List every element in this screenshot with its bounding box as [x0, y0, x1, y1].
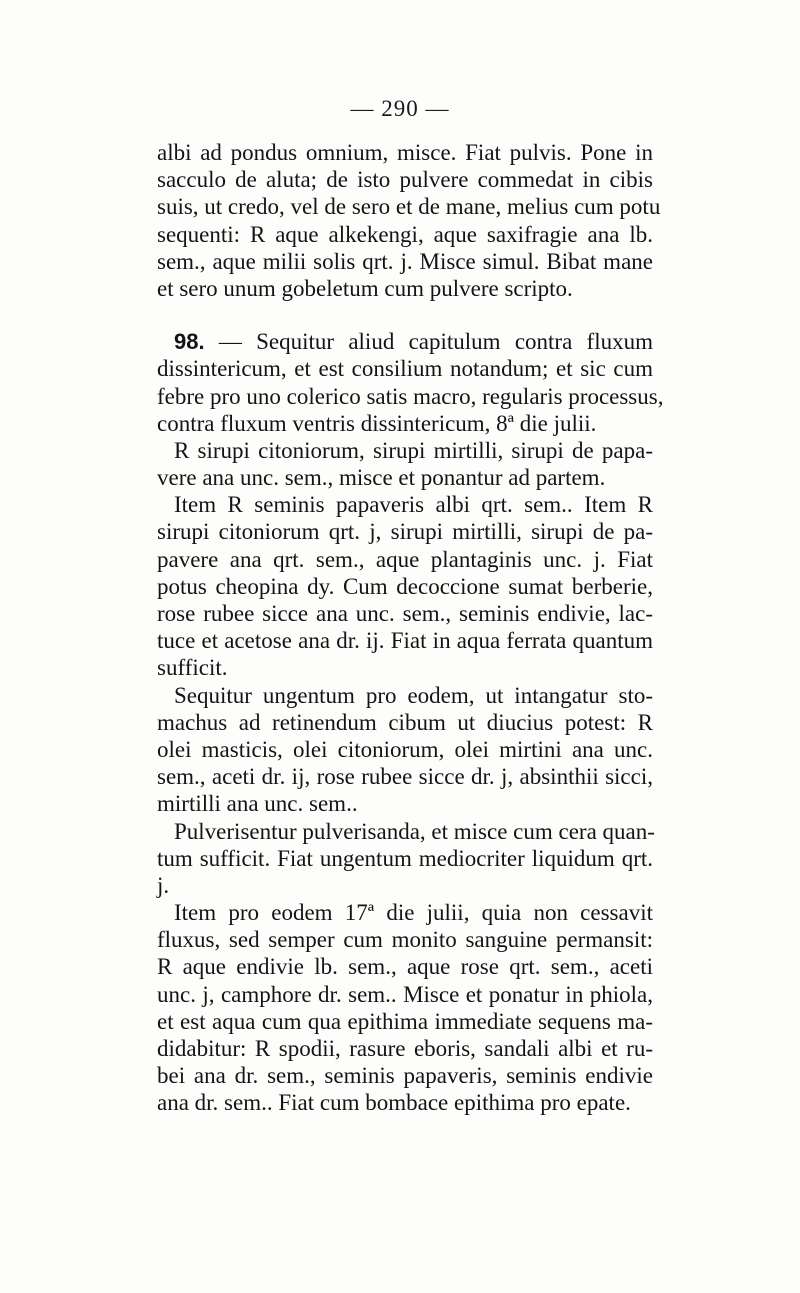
paragraph-ungentum	[157, 682, 653, 818]
text-line: pavere ana qrt. sem., aque plantaginis unc. j. Fiat	[157, 546, 653, 572]
paragraph-item-pro-eodem	[157, 899, 653, 1117]
text-line: tum sufficit. Fiat ungentum mediocriter liquidum qrt.	[157, 845, 653, 871]
text-line: dissintericum, et est consilium notandum; et sic cum	[157, 356, 653, 382]
text-line: olei masticis, olei citoniorum, olei mirtini ana unc.	[157, 736, 653, 762]
text-line: didabitur: R spodii, rasure eboris, sandali albi et ru-	[157, 1036, 653, 1061]
text-line: et sero unum gobeletum cum pulvere scripto.	[157, 275, 573, 301]
section-heading-line	[157, 328, 653, 355]
text-line: sem., aque milii solis qrt. j. Misce simul. Bibat mane	[157, 248, 653, 274]
text-line: sufficit.	[157, 655, 228, 681]
section-heading-text: — Sequitur aliud capitulum contra fluxum	[204, 329, 653, 355]
text-line: potus cheopina dy. Cum decoccione sumat berberie,	[157, 573, 653, 599]
text-line: et est aqua cum qua epithima immediate sequens ma-	[157, 1008, 653, 1034]
paragraph-recipe-1	[157, 437, 653, 491]
text-line: sacculo de aluta; de isto pulvere commedat in cibis	[157, 167, 653, 193]
text-line: machus ad retinendum cibum ut diucius potest: R	[157, 709, 653, 735]
text-line: ana dr. sem.. Fiat cum bombace epithima pro epate.	[157, 1090, 631, 1116]
text-line: albi ad pondus omnium, misce. Fiat pulvis. Pone in	[157, 140, 653, 165]
text-line: contra fluxum ventris dissintericum, 8ª die julii.	[157, 410, 597, 436]
text-line: tuce et acetose ana dr. ij. Fiat in aqua ferrata quantum	[157, 628, 653, 654]
text-line: Item pro eodem 17ª die julii, quia non cessavit	[174, 900, 653, 926]
text-line: R sirupi citoniorum, sirupi mirtilli, sirupi de papa-	[174, 437, 653, 463]
paragraph-continuation	[157, 139, 661, 302]
text-line: sequenti: R aque alkekengi, aque saxifragie ana lb.	[157, 221, 653, 247]
text-line: bei ana dr. sem., seminis papaveris, seminis endivie	[157, 1063, 653, 1089]
body-text	[157, 139, 664, 1117]
text-line: R aque endivie lb. sem., aque rose qrt. sem., aceti	[157, 954, 653, 980]
text-line: rose rubee sicce ana unc. sem., seminis endivie, lac-	[157, 601, 653, 626]
text-line: j.	[157, 872, 170, 898]
text-line: mirtilli ana unc. sem..	[157, 791, 358, 817]
text-line: sem., aceti dr. ij, rose rubee sicce dr. j, absinthii sicci,	[157, 764, 653, 790]
paragraph-recipe-2	[157, 491, 653, 681]
page-number: — 290 —	[350, 96, 450, 121]
section-98	[157, 328, 664, 437]
paragraph-pulverisentur	[157, 818, 653, 900]
text-line: vere ana unc. sem., misce et ponantur ad partem.	[157, 465, 606, 491]
text-line: Pulverisentur pulverisanda, et misce cum cera quan-	[174, 818, 655, 844]
text-line: unc. j, camphore dr. sem.. Misce et ponatur in phiola,	[157, 981, 653, 1007]
text-line: Item R seminis papaveris albi qrt. sem.. Item R	[174, 492, 653, 518]
section-number: 98.	[174, 329, 205, 355]
text-line: sirupi citoniorum qrt. j, sirupi mirtilli, sirupi de pa-	[157, 519, 653, 545]
text-line: suis, ut credo, vel de sero et de mane, melius cum potu	[157, 194, 661, 220]
text-line: fluxus, sed semper cum monito sanguine permansit:	[157, 927, 653, 953]
text-line: Sequitur ungentum pro eodem, ut intangatur sto-	[174, 682, 653, 708]
text-line: febre pro uno colerico satis macro, regularis processus,	[157, 383, 664, 409]
